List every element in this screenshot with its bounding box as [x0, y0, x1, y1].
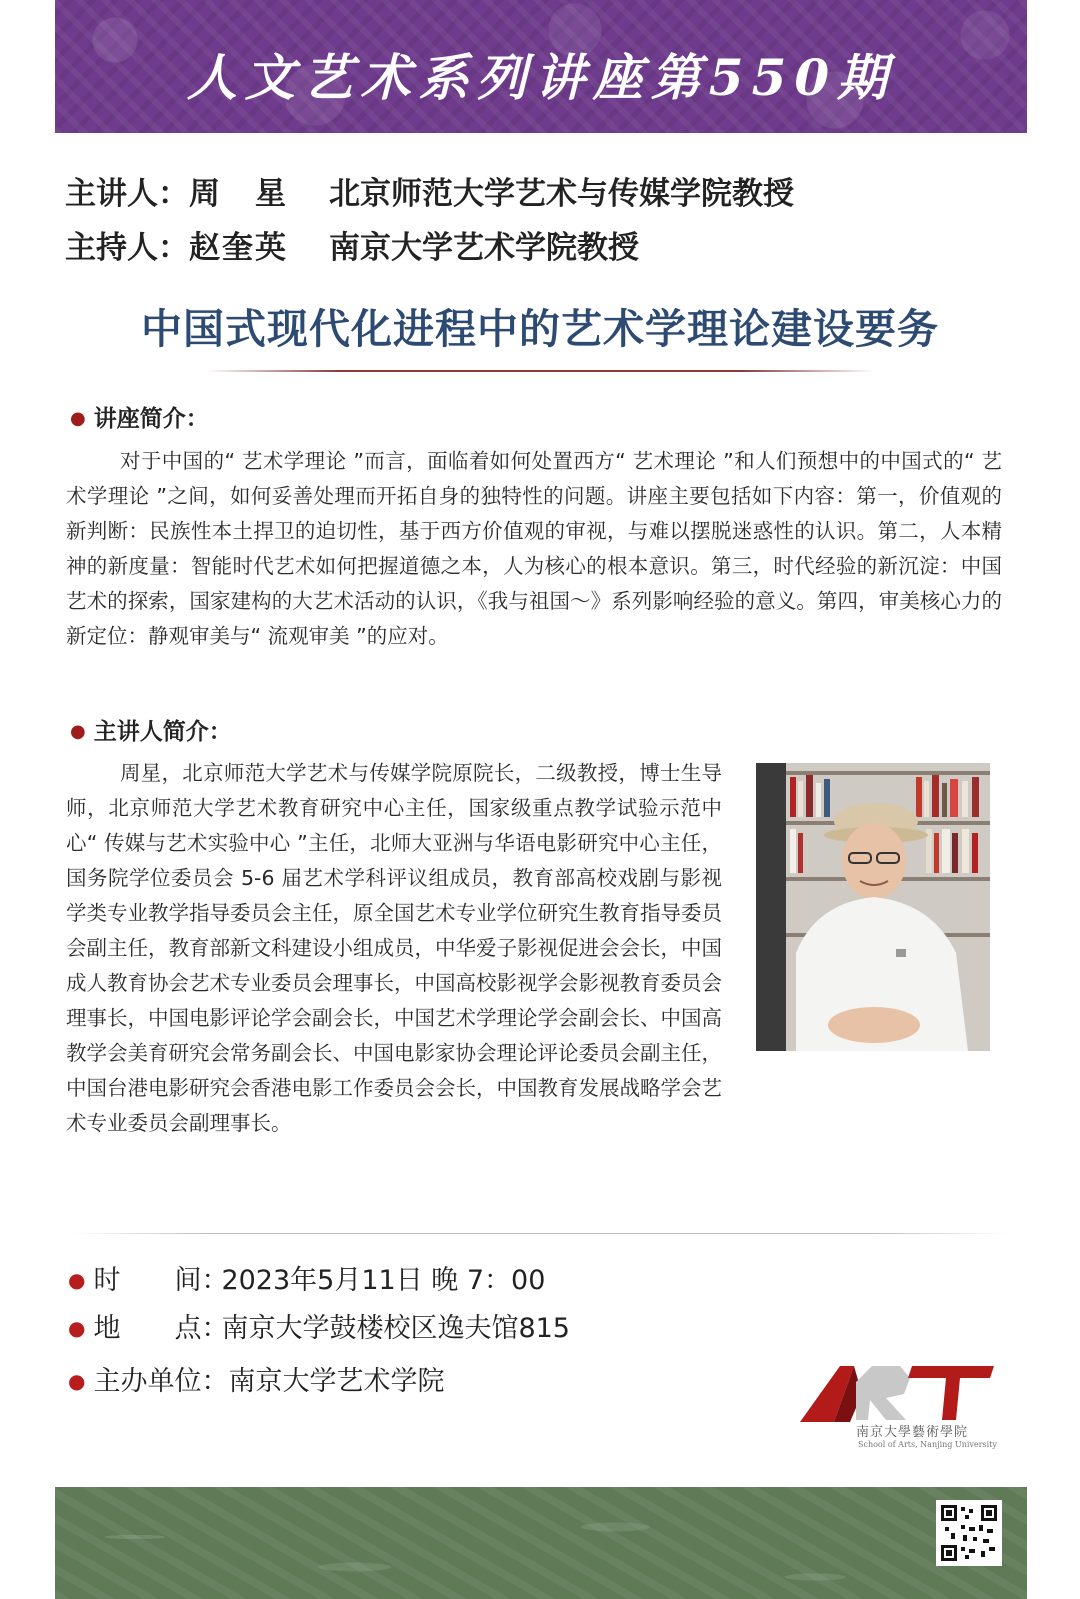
series-title: 人文艺术系列讲座第550期 — [186, 48, 896, 107]
time-label: 时 间： — [93, 1265, 229, 1296]
lecture-title: 中国式现代化进程中的艺术学理论建设要务 — [141, 305, 939, 353]
intro-heading-label: 讲座简介： — [93, 406, 209, 432]
host-line — [65, 222, 639, 267]
intro-text: 对于中国的“ 艺术学理论 ”而言，面临着如何处置西方“ 艺术理论 ”和人们预想中的中国式的“ 艺术学理论 ”之间，如何妥善处理而开拓自身的独特性的问题。讲座主要包括如下内容：第一，价值观的新判断：民族性本土捍卫的迫切性，基于西方价值观的审视，与难以摆脱迷惑性的认识。第二，人本精神的新度量：智能时代艺术如何把握道德之本，人为核心的根本意识。第三，时代经验的新沉淀：中国艺术的探索，国家建构的大艺术活动的认识，《我与祖国～》系列影响经验的意义。第四，审美核心力的新定位：静观审美与“ 流观审美 ”的应对。 — [66, 449, 1002, 648]
host-name: 赵奎英 — [189, 230, 288, 266]
host-role: 主持人： — [65, 230, 189, 266]
bullet-icon: ● — [70, 408, 86, 429]
place-label: 地 点： — [93, 1313, 229, 1344]
speaker-affiliation: 北京师范大学艺术与传媒学院教授 — [329, 176, 794, 212]
details-divider — [70, 1233, 1010, 1234]
qr-code-icon — [936, 1500, 1002, 1566]
speaker-portrait-image — [756, 763, 990, 1051]
bio-heading — [70, 713, 232, 746]
speaker-line — [65, 168, 794, 213]
organizer-row — [68, 1359, 444, 1398]
bullet-icon: ● — [70, 721, 86, 742]
logo-chinese-name: 南京大學藝術學院 — [856, 1425, 969, 1440]
footer-band — [55, 1487, 1027, 1599]
organizer-value: 南京大学艺术学院 — [228, 1366, 445, 1397]
speaker-name: 周 星 — [189, 176, 288, 212]
place-row — [68, 1306, 570, 1345]
intro-heading — [70, 400, 209, 433]
logo-english-name: School of Arts, Nanjing University — [858, 1440, 997, 1449]
title-divider — [205, 370, 875, 372]
time-value: 2023年5月11日 晚 7：00 — [221, 1265, 546, 1296]
speaker-photo — [756, 763, 990, 1051]
speaker-role: 主讲人： — [65, 176, 189, 212]
bullet-icon: ● — [68, 1316, 86, 1340]
organizer-label: 主办单位： — [93, 1366, 229, 1397]
bullet-icon: ● — [68, 1369, 86, 1393]
bio-text: 周星，北京师范大学艺术与传媒学院原院长，二级教授，博士生导师，北京师范大学艺术教育研究中心主任，国家级重点教学试验示范中心“ 传媒与艺术实验中心 ”主任，北师大亚洲与华语电影研究中心主任，国务院学位委员会 5-6 届艺术学科评议组成员，教育部高校戏剧与影视学类专业教学指导委员会主任，原全国艺术专业学位研究生教育指导委员会副主任，教育部新文科建设小组成员，中华爱子影视促进会会长，中国成人教育协会艺术专业委员会理事长，中国高校影视学会影视教育委员会理事长，中国电影评论学会副会长，中国艺术学理论学会副会长、中国高教学会美育研究会常务副会长、中国电影家协会理论评论委员会副主任，中国台港电影研究会香港电影工作委员会会长，中国教育发展战略学会艺术专业委员会副理事长。 — [66, 761, 722, 1135]
bio-heading-label: 主讲人简介： — [93, 719, 232, 745]
time-row — [68, 1258, 545, 1297]
bullet-icon: ● — [68, 1268, 86, 1292]
place-value: 南京大学鼓楼校区逸夫馆815 — [221, 1313, 570, 1344]
header-banner — [55, 0, 1027, 133]
host-affiliation: 南京大学艺术学院教授 — [329, 230, 639, 266]
